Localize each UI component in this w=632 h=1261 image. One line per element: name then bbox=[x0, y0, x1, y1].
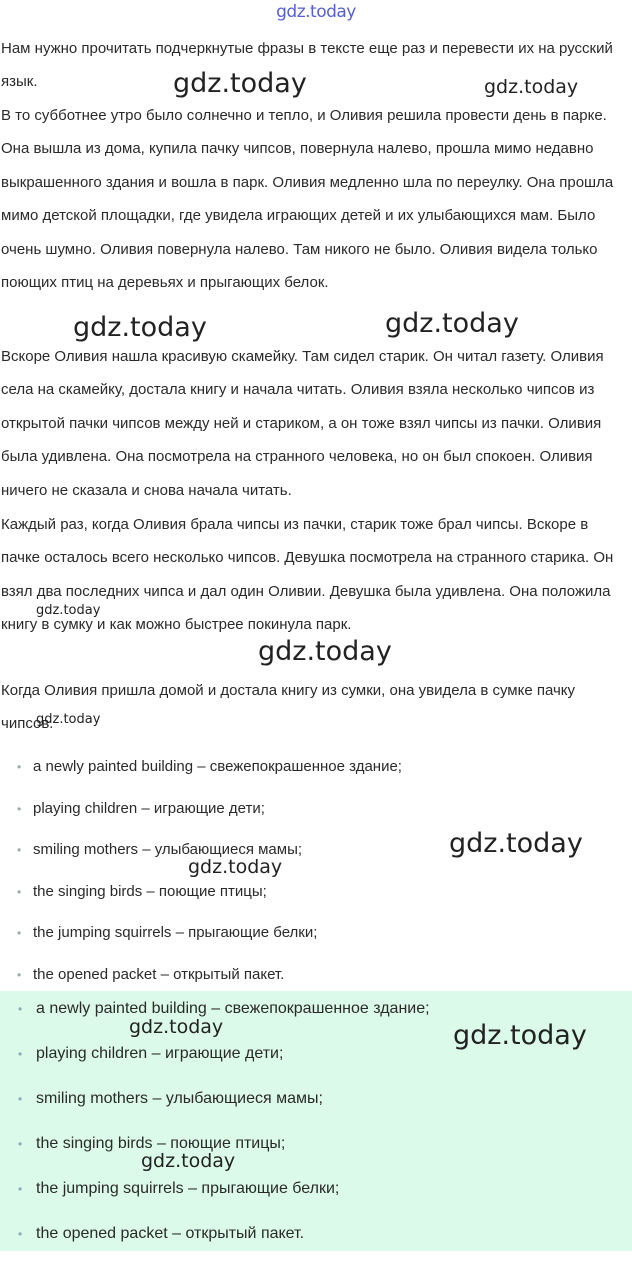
list-item: • smiling mothers – улыбающиеся мамы; bbox=[0, 833, 632, 875]
article-text bbox=[1, 32, 631, 740]
list-item: • the opened packet – открытый пакет. bbox=[0, 958, 632, 1000]
site-logo[interactable]: gdz.today bbox=[276, 2, 356, 22]
list-item: • the singing birds – поющие птицы; bbox=[0, 1126, 632, 1171]
list-item: • the singing birds – поющие птицы; bbox=[0, 875, 632, 917]
watermark: gdz.today bbox=[484, 76, 579, 98]
list-item: • the jumping squirrels – прыгающие белки; bbox=[0, 916, 632, 958]
story-paragraph: Вскоре Оливия нашла красивую скамейку. Там сидел старик. Он читал газету. Оливия села на скамейку, достала книгу и начала читать. Оливия взяла несколько чипсов из открытой пачки чипсов между ней и стариком, а он тоже взял чипсы из пачки. Оливия была удивлена. Она посмотрела на странного человека, но он был спокоен. Оливия ничего не сказала и снова начала читать. bbox=[1, 348, 604, 499]
story-paragraph: Когда Оливия пришла домой и достала книгу из сумки, она увидела в сумке пачку чипсов. bbox=[1, 682, 576, 733]
list-item: • playing children – играющие дети; bbox=[0, 1036, 632, 1081]
phrase-list bbox=[0, 750, 632, 1000]
list-item: • the opened packet – открытый пакет. bbox=[0, 1216, 632, 1261]
watermark: gdz.today bbox=[453, 1020, 587, 1051]
watermark: gdz.today bbox=[258, 636, 392, 667]
list-item: • a newly painted building – свежепокрашенное здание; bbox=[0, 750, 632, 792]
list-item: • the jumping squirrels – прыгающие белки; bbox=[0, 1171, 632, 1216]
list-item: • a newly painted building – свежепокрашенное здание; bbox=[0, 991, 632, 1036]
answer-box bbox=[0, 991, 632, 1251]
watermark: gdz.today bbox=[36, 712, 101, 727]
watermark: gdz.today bbox=[449, 828, 583, 859]
watermark: gdz.today bbox=[141, 1150, 236, 1172]
story-paragraph: Каждый раз, когда Оливия брала чипсы из пачки, старик тоже брал чипсы. Вскоре в пачке осталось всего несколько чипсов. Девушка посмотрела на странного старика. Он взял два последних чипса и дал один Оливии. Девушка была удивлена. Она положила книгу в сумку и как можно быстрее покинула парк. bbox=[1, 516, 614, 634]
list-item: • playing children – играющие дети; bbox=[0, 792, 632, 834]
task-instruction: Нам нужно прочитать подчеркнутые фразы в тексте еще раз и перевести их на русский язык. bbox=[1, 40, 613, 91]
watermark: gdz.today bbox=[173, 68, 307, 99]
watermark: gdz.today bbox=[129, 1016, 224, 1038]
watermark: gdz.today bbox=[188, 856, 283, 878]
story-paragraph: В то субботнее утро было солнечно и тепло, и Оливия решила провести день в парке. Она вышла из дома, купила пачку чипсов, повернула налево, прошла мимо недавно выкрашенного здания и вошла в парк. Оливия медленно шла по переулку. Она прошла мимо детской площадки, где увидела играющих детей и их улыбающихся мам. Было очень шумно. Оливия повернула налево. Там никого не было. Оливия видела только поющих птиц на деревьях и прыгающих белок. bbox=[1, 107, 614, 292]
watermark: gdz.today bbox=[73, 312, 207, 343]
watermark: gdz.today bbox=[385, 308, 519, 339]
list-item: • smiling mothers – улыбающиеся мамы; bbox=[0, 1081, 632, 1126]
watermark: gdz.today bbox=[36, 603, 101, 618]
answer-phrase-list bbox=[0, 991, 632, 1261]
